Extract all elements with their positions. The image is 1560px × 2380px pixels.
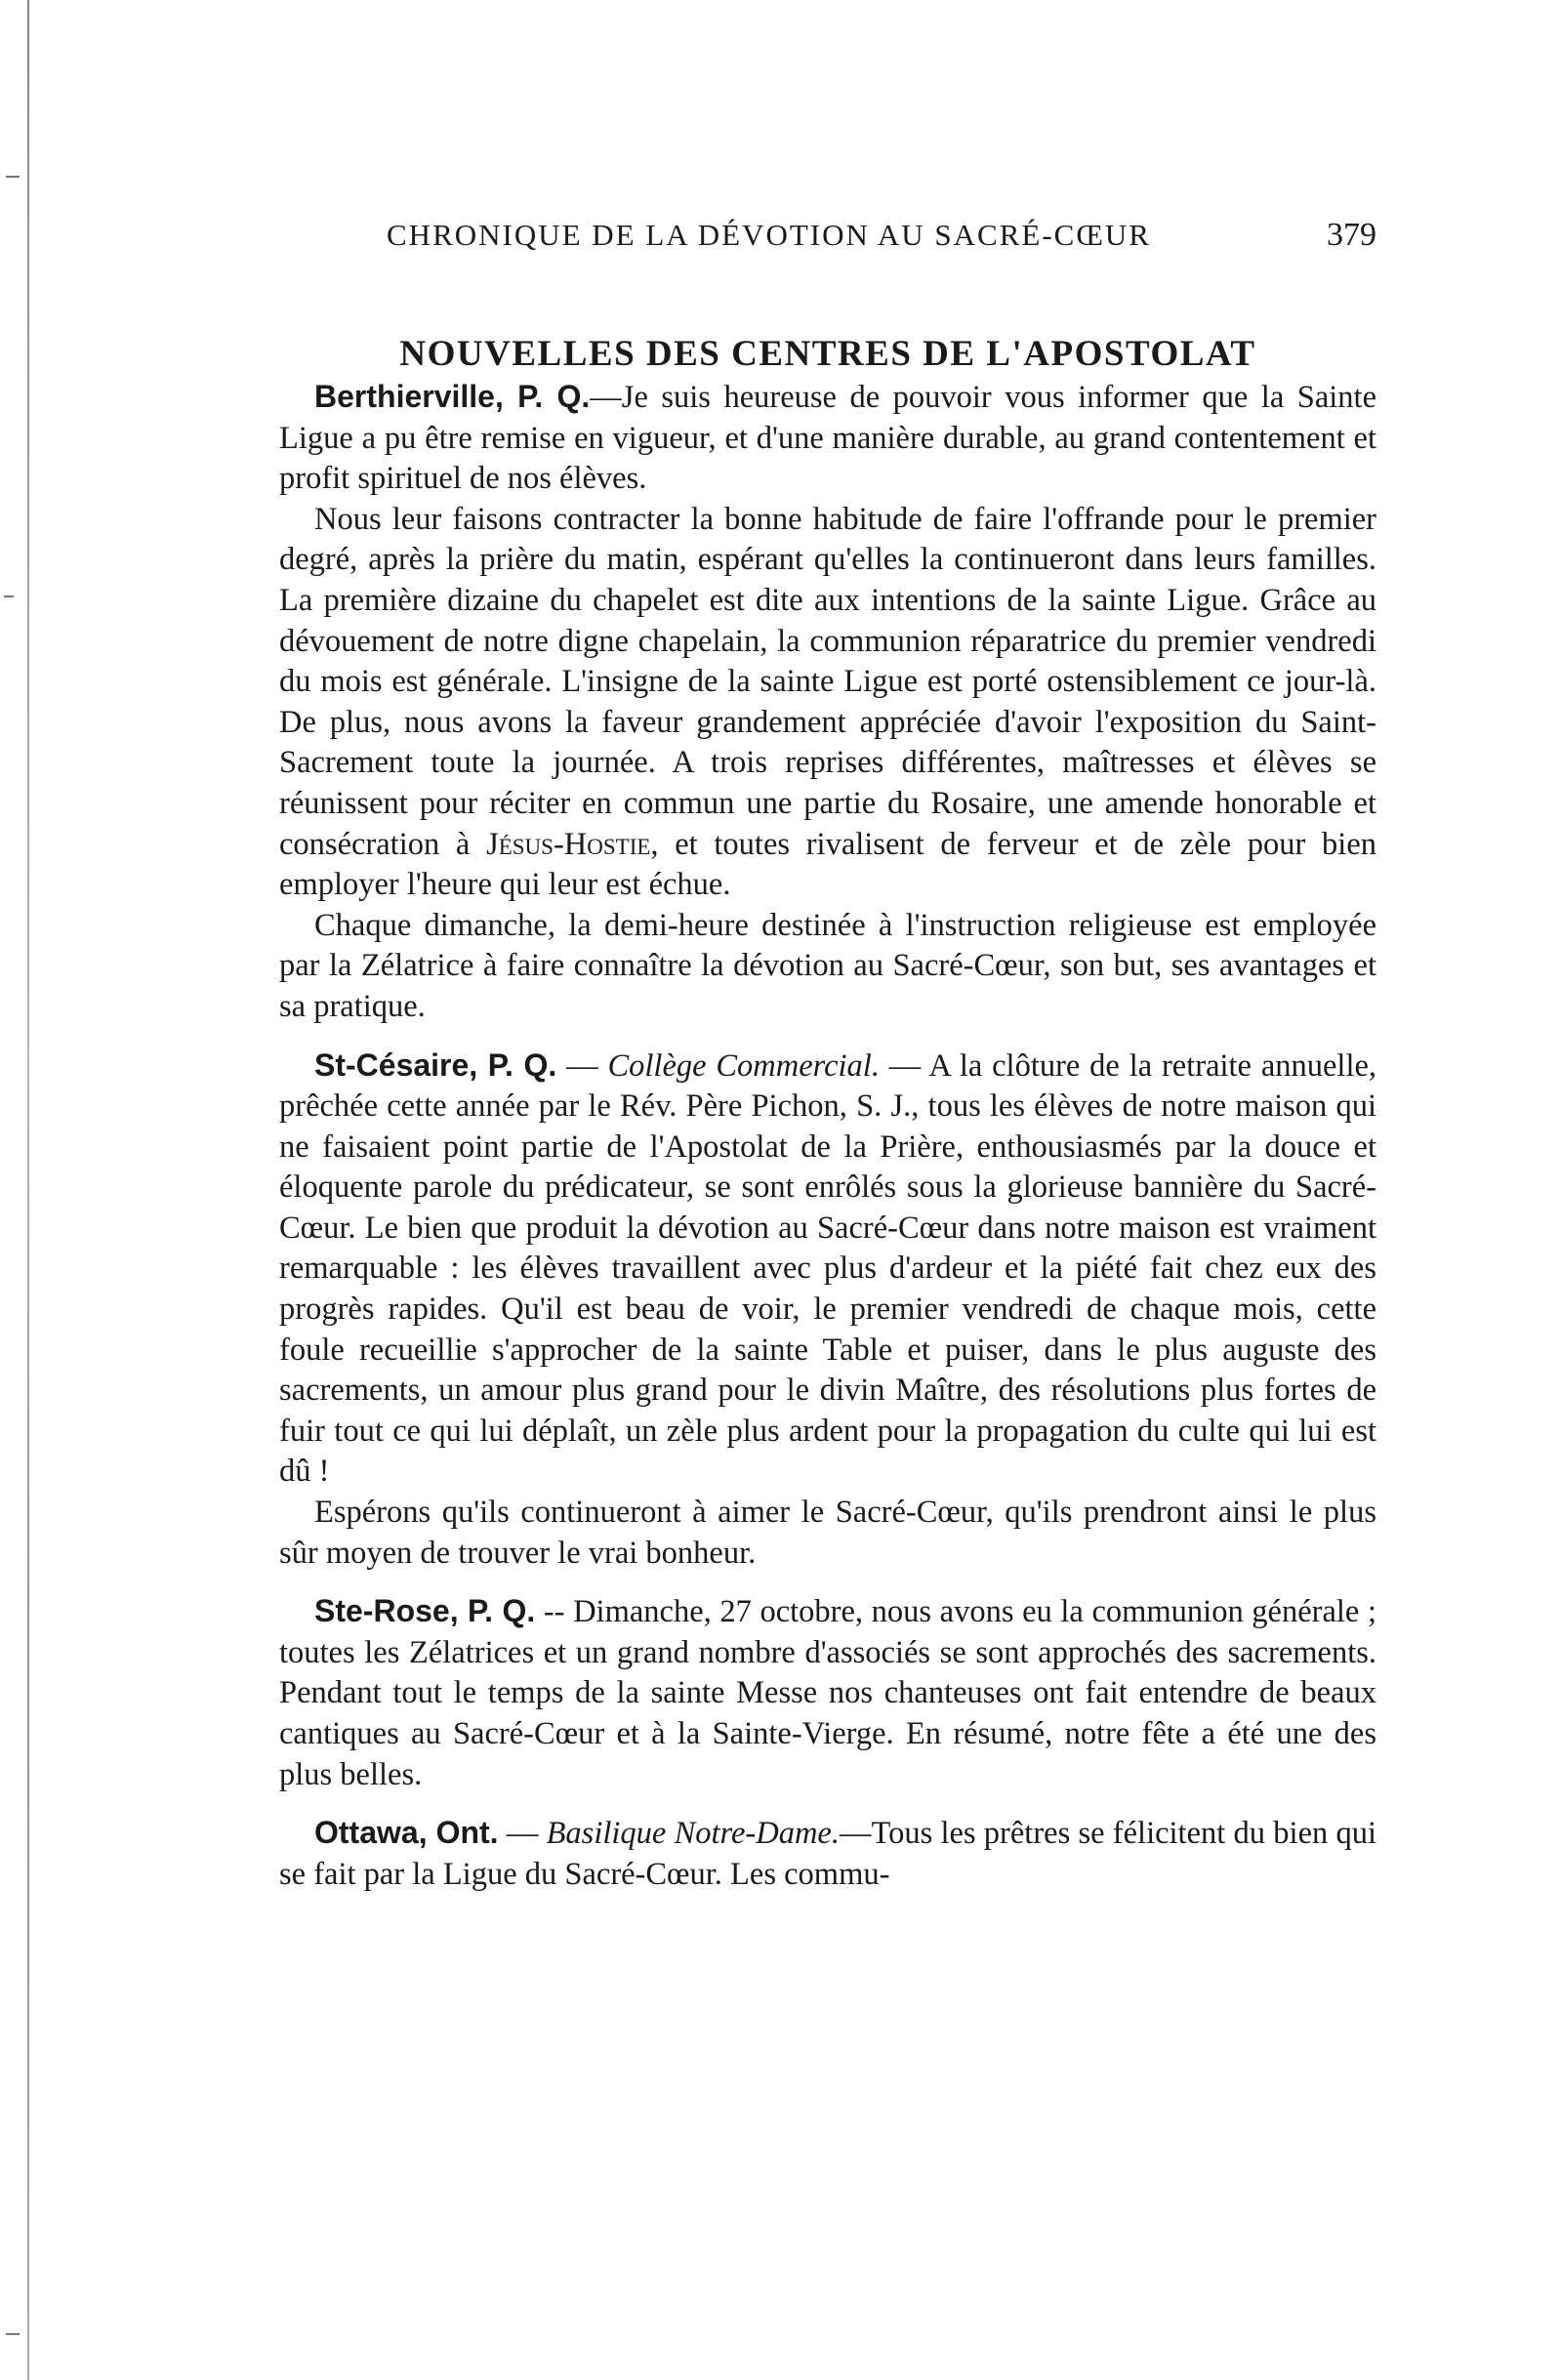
entry-berthierville-p2: Nous leur faisons contracter la bonne habitude de faire l'offrande pour le premier degré, après la prière du matin, espérant qu'elles la continueront dans leurs familles. La première dizaine du chapelet est dite aux intentions de la sainte Ligue. Grâce au dévouement de notre digne chapelain, la communion réparatrice du premier vendredi du mois est générale. L'insigne de la sainte Ligue est porté ostensiblement ce jour-là. De plus, nous avons la faveur grandement appréciée d'avoir l'exposition du Saint-Sacrement toute la journée. A trois reprises différentes, maîtresses et élèves se réunissent pour réciter en commun une partie du Rosaire, une amende honorable et consécration à Jésus-Hostie, et toutes rivalisent de ferveur et de zèle pour bien employer l'heure qui leur est échue.	[279, 501, 1377, 903]
entry-berthierville-p3: Chaque dimanche, la demi-heure destinée à l'instruction religieuse est employée par la Zélatrice à faire connaître la dévotion au Sacré-Cœur, son but, ses avantages et sa pratique.	[279, 907, 1376, 1024]
place-name: Ste-Rose, P. Q.	[314, 1593, 536, 1629]
page-number: 379	[1327, 217, 1376, 253]
place-name: Ottawa, Ont.	[314, 1815, 499, 1851]
place-name: Berthierville, P. Q.	[314, 379, 591, 414]
entry-st-cesaire-p1: St-Césaire, P. Q. — Collège Commercial. — A la clôture de la retraite annuelle, prêchée cette année par le Rév. Père Pichon, S. J., tous les élèves de notre maison qui ne faisaient point partie de l'Apostolat de la Prière, enthousiasmés par la douce et éloquente parole du prédicateur, se sont enrôlés sous la glorieuse bannière du Sacré-Cœur. Le bien que produit la dévotion au Sacré-Cœur dans notre maison est vraiment remarquable : les élèves travaillent avec plus d'ardeur et la piété fait chez eux des progrès rapides. Qu'il est beau de voir, le premier vendredi de chaque mois, cette foule recueillie s'approcher de la sainte Table et puiser, dans le plus auguste des sacrements, un amour plus grand pour le divin Maître, des résolutions plus fortes de fuir tout ce qui lui déplaît, un zèle plus ardent pour la propagation du culte qui lui est dû !	[279, 1046, 1377, 1490]
page-spine-edge	[0, 0, 39, 2380]
entry-subtitle: Collège Commercial.	[607, 1047, 880, 1084]
entry-ste-rose-p1: Ste-Rose, P. Q. -- Dimanche, 27 octobre, nous avons eu la communion générale ; toutes les Zélatrices et un grand nombre d'associés se sont approchés des sacrements. Pendant tout le temps de la sainte Messe nos chanteuses ont fait entendre de beaux cantiques au Sacré-Cœur et à la Sainte-Vierge. En résumé, notre fête a été une des plus belles.	[279, 1593, 1376, 1792]
entry-berthierville-p1: Berthierville, P. Q.—Je suis heureuse de pouvoir vous informer que la Sainte Ligue a pu être remise en vigueur, et d'une manière durable, au grand contentement et profit spirituel de nos élèves.	[279, 379, 1376, 497]
entry-ottawa-p1: Ottawa, Ont. — Basilique Notre-Dame.—Tous les prêtres se félicitent du bien qui se fait par la Ligue du Sacré-Cœur. Les commu-	[279, 1815, 1377, 1892]
running-head-title: CHRONIQUE DE LA DÉVOTION AU SACRÉ-CŒUR	[387, 218, 1151, 252]
entry-st-cesaire-p2: Espérons qu'ils continueront à aimer le Sacré-Cœur, qu'ils prendront ainsi le plus sûr moyen de trouver le vrai bonheur.	[279, 1495, 1376, 1571]
section-heading: NOUVELLES DES CENTRES DE L'APOSTOLAT	[399, 333, 1256, 374]
smallcaps-name: Jésus-Hostie	[486, 826, 651, 862]
article-body	[279, 377, 1376, 1895]
entry-subtitle: Basilique Notre-Dame.	[546, 1816, 840, 1852]
place-name: St-Césaire, P. Q.	[314, 1046, 557, 1083]
running-head	[387, 217, 1376, 266]
